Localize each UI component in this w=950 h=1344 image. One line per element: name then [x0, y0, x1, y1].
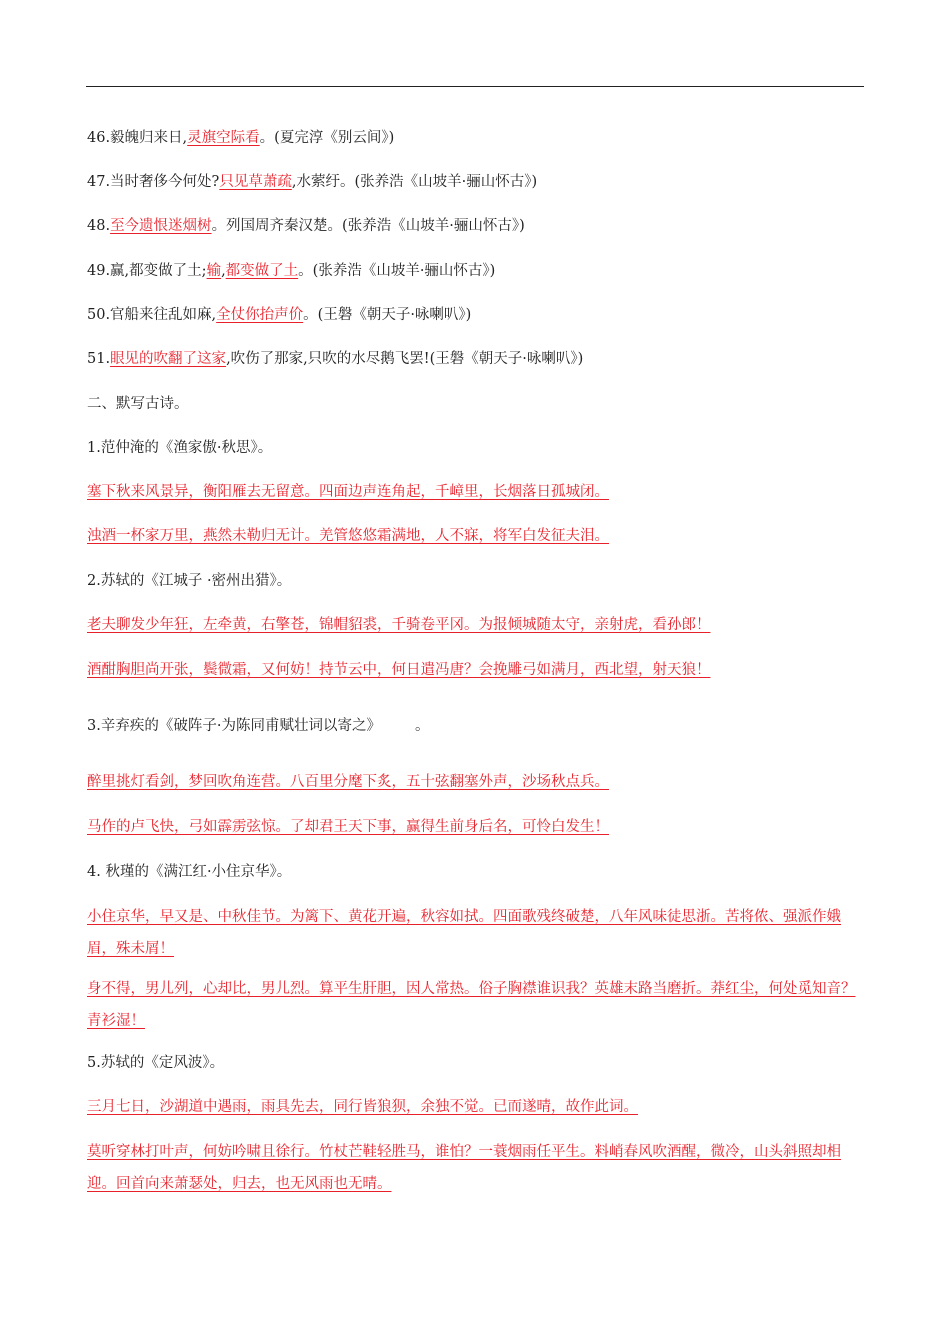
- poem-title: 4. 秋瑾的《满江红·小住京华》。: [87, 864, 292, 880]
- answer-line-49: [87, 261, 495, 281]
- poem-text: 老夫聊发少年狂，左牵黄，右擎苍，锦帽貂裘，千骑卷平冈。为报倾城随太守，亲射虎，看孙郎！: [87, 617, 711, 633]
- poem-text: 浊酒一杯家万里，燕然未勒归无计。羌管悠悠霜满地，人不寐，将军白发征夫泪。: [87, 528, 609, 544]
- poem-title-5: [87, 1053, 224, 1073]
- poem-line: [87, 660, 711, 680]
- line-text: 。(夏完淳《别云间》): [259, 130, 395, 146]
- poem-text: 马作的卢飞快，弓如霹雳弦惊。了却君王天下事，赢得生前身后名，可怜白发生！: [87, 819, 609, 835]
- line-text: 。: [414, 718, 430, 734]
- poem-line: [87, 772, 609, 792]
- answer-fill: 眼见的吹翻了这家: [110, 351, 227, 367]
- poem-title: 5.苏轼的《定风波》。: [87, 1055, 225, 1071]
- section-heading: [87, 394, 189, 414]
- poem-text: 莫听穿林打叶声，何妨吟啸且徐行。竹杖芒鞋轻胜马，谁怕？一蓑烟雨任平生。料峭春风吹酒醒，微冷，山头斜照却相迎。回首向来萧瑟处，归去，也无风雨也无晴。: [87, 1144, 841, 1192]
- poem-paragraph: [87, 973, 865, 1037]
- answer-fill: 至今遗恨迷烟树: [110, 218, 212, 234]
- line-text: ,吹伤了那家,只吹的水尽鹅飞罢!(王磐《朝天子·咏喇叭》): [226, 351, 584, 367]
- answer-line-51: [87, 349, 583, 369]
- line-text: 49.赢,都变做了土;: [87, 263, 207, 279]
- poem-line: [87, 526, 609, 546]
- line-text: 47.当时奢侈今何处?: [87, 174, 220, 190]
- poem-text: 身不得，男儿列，心却比，男儿烈。算平生肝胆，因人常热。俗子胸襟谁识我？英雄末路当磨折。莽红尘，何处觅知音？青衫湿！: [87, 981, 856, 1029]
- answer-fill: 灵旗空际看: [187, 130, 260, 146]
- poem-text: 小住京华，早又是、中秋佳节。为篱下、黄花开遍，秋容如拭。四面歌残终破楚，八年风味徒思浙。苦将侬、强派作娥眉，殊未屑！: [87, 909, 841, 957]
- poem-title-4: [87, 862, 291, 882]
- poem-line: [87, 817, 609, 837]
- line-text: 48.: [87, 218, 111, 234]
- line-text: 46.毅魄归来日,: [87, 130, 188, 146]
- poem-paragraph: [87, 901, 865, 965]
- poem-title: 1.范仲淹的《渔家傲·秋思》。: [87, 440, 273, 456]
- line-text: 。列国周齐秦汉楚。(张养浩《山坡羊·骊山怀古》): [211, 218, 525, 234]
- poem-preface: [87, 1097, 638, 1117]
- poem-text: 酒酣胸胆尚开张，鬓微霜，又何妨！持节云中，何日遣冯唐？会挽雕弓如满月，西北望，射天狼！: [87, 662, 711, 678]
- poem-title: 2.苏轼的《江城子 ·密州出猎》。: [87, 573, 292, 589]
- answer-fill: 只见草萧疏: [219, 174, 292, 190]
- poem-text: 三月七日，沙湖道中遇雨，雨具先去，同行皆狼狈，余独不觉。已而遂晴，故作此词。: [87, 1099, 638, 1115]
- answer-fill: 都变做了土: [225, 263, 299, 279]
- poem-title-2: [87, 571, 291, 591]
- poem-line: [87, 482, 609, 502]
- header-rule: [86, 86, 864, 87]
- section-title: 二、默写古诗。: [87, 396, 189, 412]
- poem-text: 塞下秋来风景异，衡阳雁去无留意。四面边声连角起，千嶂里，长烟落日孤城闭。: [87, 484, 609, 500]
- poem-title-1: [87, 438, 272, 458]
- poem-title-3: [87, 716, 429, 736]
- poem-text: 醉里挑灯看剑，梦回吹角连营。八百里分麾下炙，五十弦翻塞外声，沙场秋点兵。: [87, 774, 609, 790]
- line-text: ,: [221, 263, 226, 279]
- line-text: 。(王磐《朝天子·咏喇叭》): [303, 307, 472, 323]
- answer-line-48: [87, 216, 525, 236]
- line-text: 。(张养浩《山坡羊·骊山怀古》): [298, 263, 496, 279]
- line-text: ,水萦纡。(张养浩《山坡羊·骊山怀古》): [291, 174, 538, 190]
- poem-line: [87, 615, 711, 635]
- answer-line-47: [87, 172, 537, 192]
- answer-fill: 全仗你抬声价: [216, 307, 304, 323]
- poem-title: 3.辛弃疾的《破阵子·为陈同甫赋壮词以寄之》: [87, 718, 381, 734]
- poem-paragraph: [87, 1136, 865, 1200]
- answer-line-50: [87, 305, 471, 325]
- line-text: 50.官船来往乱如麻,: [87, 307, 217, 323]
- line-text: 51.: [87, 351, 111, 367]
- answer-line-46: [87, 128, 394, 148]
- answer-fill: 输: [206, 263, 222, 279]
